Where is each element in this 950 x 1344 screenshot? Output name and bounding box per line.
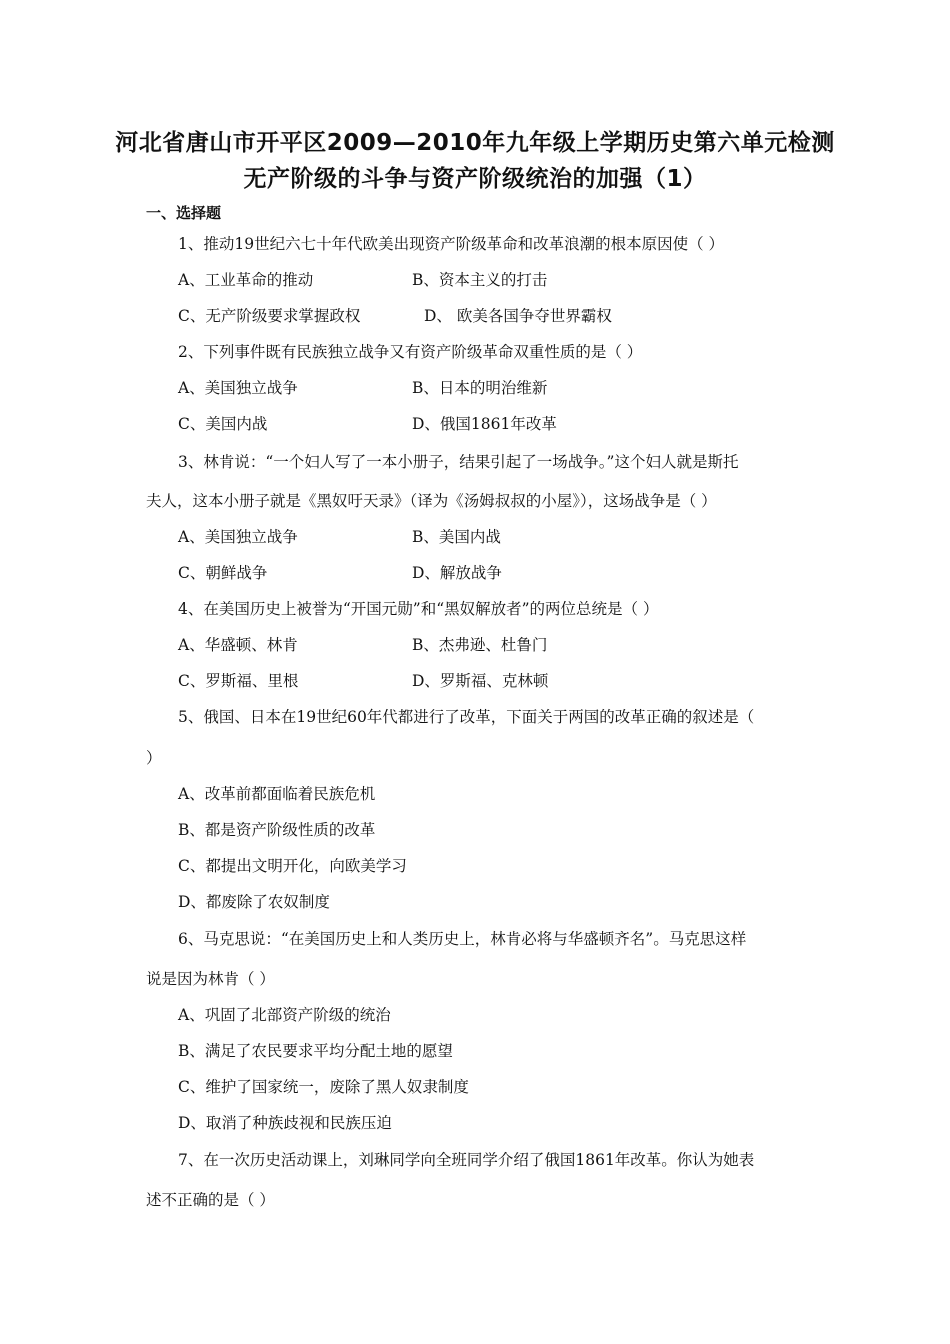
question-4-option-a: A、华盛顿、林肯 <box>178 636 298 654</box>
question-4-stem: 4、在美国历史上被誉为“开国元勋”和“黑奴解放者”的两位总统是（ ） <box>178 600 659 618</box>
question-2-stem: 2、下列事件既有民族独立战争又有资产阶级革命双重性质的是（ ） <box>178 343 643 361</box>
question-6-stem-line2: 说是因为林肯（ ） <box>146 970 275 988</box>
question-1-option-b: B、资本主义的打击 <box>412 271 548 289</box>
question-1-stem: 1、推动19世纪六七十年代欧美出现资产阶级革命和改革浪潮的根本原因使（ ） <box>178 235 725 253</box>
question-3-option-c: C、朝鲜战争 <box>178 564 268 582</box>
question-7-stem-line2: 述不正确的是（ ） <box>146 1191 275 1209</box>
document-title: 河北省唐山市开平区2009—2010年九年级上学期历史第六单元检测 <box>115 130 835 156</box>
question-1-option-c: C、无产阶级要求掌握政权 <box>178 307 361 325</box>
question-4-option-d: D、罗斯福、克林顿 <box>412 672 549 690</box>
question-3-stem-line1: 3、林肯说：“一个妇人写了一本小册子，结果引起了一场战争。”这个妇人就是斯托 <box>178 453 739 471</box>
question-3-option-b: B、美国内战 <box>412 528 501 546</box>
question-4-option-b: B、杰弗逊、杜鲁门 <box>412 636 548 654</box>
question-5-option-c: C、都提出文明开化，向欧美学习 <box>178 857 407 875</box>
question-3-stem-line2: 夫人，这本小册子就是《黑奴吁天录》（译为《汤姆叔叔的小屋》），这场战争是（ ） <box>146 492 717 510</box>
question-2-option-d: D、俄国1861年改革 <box>412 415 557 433</box>
question-2-option-c: C、美国内战 <box>178 415 268 433</box>
question-7-stem-line1: 7、在一次历史活动课上，刘琳同学向全班同学介绍了俄国1861年改革。你认为她表 <box>178 1151 755 1169</box>
question-6-option-c: C、维护了国家统一，废除了黑人奴隶制度 <box>178 1078 469 1096</box>
section-heading: 一、选择题 <box>146 204 222 222</box>
question-2-option-b: B、日本的明治维新 <box>412 379 548 397</box>
question-5-stem-line2: ） <box>146 749 162 767</box>
question-5-option-a: A、改革前都面临着民族危机 <box>178 785 376 803</box>
question-3-option-d: D、解放战争 <box>412 564 502 582</box>
question-6-option-d: D、取消了种族歧视和民族压迫 <box>178 1114 392 1132</box>
question-6-stem-line1: 6、马克思说：“在美国历史上和人类历史上，林肯必将与华盛顿齐名”。马克思这样 <box>178 930 747 948</box>
question-1-option-a: A、工业革命的推动 <box>178 271 314 289</box>
question-1-option-d: D、 欧美各国争夺世界霸权 <box>424 307 612 325</box>
question-5-stem-line1: 5、俄国、日本在19世纪60年代都进行了改革，下面关于两国的改革正确的叙述是（ <box>178 708 755 726</box>
question-6-option-a: A、巩固了北部资产阶级的统治 <box>178 1006 391 1024</box>
document-subtitle: 无产阶级的斗争与资产阶级统治的加强（1） <box>243 166 707 192</box>
question-5-option-b: B、都是资产阶级性质的改革 <box>178 821 376 839</box>
question-3-option-a: A、美国独立战争 <box>178 528 298 546</box>
question-4-option-c: C、罗斯福、里根 <box>178 672 299 690</box>
question-6-option-b: B、满足了农民要求平均分配土地的愿望 <box>178 1042 453 1060</box>
question-5-option-d: D、都废除了农奴制度 <box>178 893 330 911</box>
question-2-option-a: A、美国独立战争 <box>178 379 298 397</box>
